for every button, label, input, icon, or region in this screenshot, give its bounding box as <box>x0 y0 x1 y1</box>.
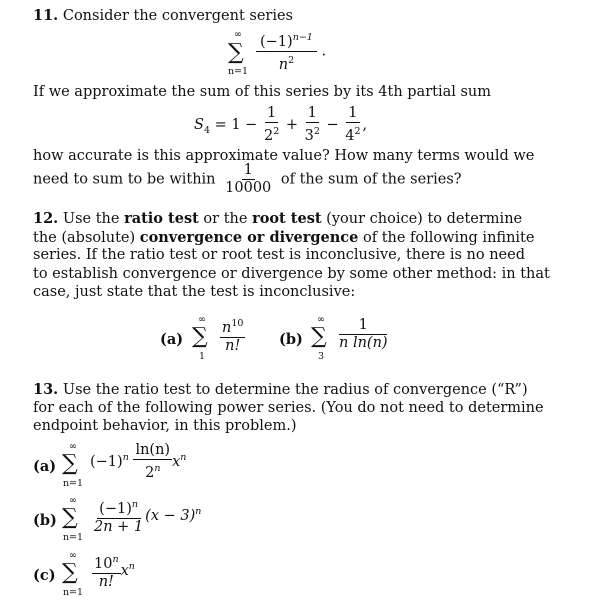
p13-c-term: $\frac{10^n}{n!}$ $x^n$ <box>94 554 135 590</box>
sigma-symbol: ∑ <box>62 451 78 476</box>
p13-a-term: $(-1)^n$ $\frac{\ln(n)}{2^n}$ $x^n$ <box>90 442 187 481</box>
problem-11-number: 11. <box>33 7 59 24</box>
sigma-symbol: ∑ <box>62 505 78 530</box>
problem-13-line1: 13. Use the ratio test to determine the radius of convergence (“R”) <box>33 381 528 398</box>
p13-c-label: (c) <box>33 567 56 584</box>
p12-a-upper: ∞ <box>198 314 206 325</box>
p12-b-lower: 3 <box>317 351 325 362</box>
p13-a-lower: n=1 <box>62 478 84 489</box>
p13-c-lower: n=1 <box>62 587 84 598</box>
tolerance-denominator: 10000 <box>225 180 272 196</box>
problem-11-intro <box>33 6 293 26</box>
problem-13-line3: endpoint behavior, in this problem.) <box>33 418 297 434</box>
problem-11-line3: how accurate is this approximate value? How many terms would we <box>33 148 535 164</box>
p13-b-upper: ∞ <box>69 495 77 506</box>
problem-11-line4: need to sum to be within $\frac{1}{10000}$ of the sum of the series? <box>33 162 462 196</box>
series-denominator: n <box>278 56 289 73</box>
sigma-symbol: ∑ <box>62 560 78 585</box>
p12-a-lower: 1 <box>198 351 206 362</box>
problem-12-line2: the (absolute) convergence or divergence of the following infinite <box>33 229 535 246</box>
p12-a-fraction: $\frac{n^{10}}{n!}$ <box>222 318 244 354</box>
p12-a-label: (a) <box>160 331 184 348</box>
problem-12-number: 12. <box>33 210 59 227</box>
p13-a-upper: ∞ <box>69 441 77 452</box>
problem-12-line5: case, just state that the test is inconclusive: <box>33 284 356 300</box>
p13-c-upper: ∞ <box>69 550 77 561</box>
tolerance-numerator: 1 <box>243 162 253 178</box>
p13-b-lower: n=1 <box>62 532 84 543</box>
sigma-symbol: ∑ <box>311 324 327 349</box>
problem-13-number: 13. <box>33 381 59 398</box>
p12-b-upper: ∞ <box>317 314 325 325</box>
problem-12-line1: 12. Use the ratio test or the root test (your choice) to determine <box>33 210 523 227</box>
p12-b-label: (b) <box>279 331 303 348</box>
problem-12-line4: to establish convergence or divergence by some other method: in that <box>33 266 550 282</box>
series-numerator: (−1) <box>260 33 293 50</box>
sigma-symbol: ∑ <box>228 40 244 65</box>
problem-13-line2: for each of the following power series. (You do not need to determine <box>33 400 544 416</box>
p13-b-term: $\frac{(-1)^n}{2n + 1}$ $(x - 3)^n$ <box>94 499 202 535</box>
problem-11-line2: If we approximate the sum of this series by its 4th partial sum <box>33 84 492 100</box>
sum-upper-limit: ∞ <box>234 29 242 40</box>
sigma-symbol: ∑ <box>192 324 208 349</box>
p13-a-label: (a) <box>33 458 57 475</box>
p12-b-fraction: $\frac{1}{\text{n ln(n)}}$ <box>339 317 388 351</box>
sum-lower-limit: n=1 <box>227 66 249 77</box>
partial-sum-equation: $S_4 = 1$ − $\frac{1}{2^2}$ + $\frac{1}{3^2}$ − $\frac{1}{4^2}$ , <box>194 105 368 144</box>
series-fraction: $\frac{(-1)^{n-1}}{n^2}$ . <box>256 30 326 73</box>
problem-11-intro-text: Consider the convergent series <box>62 8 293 24</box>
p13-b-label: (b) <box>33 512 57 529</box>
problem-12-line3: series. If the ratio test or root test is inconclusive, there is no need <box>33 247 525 263</box>
